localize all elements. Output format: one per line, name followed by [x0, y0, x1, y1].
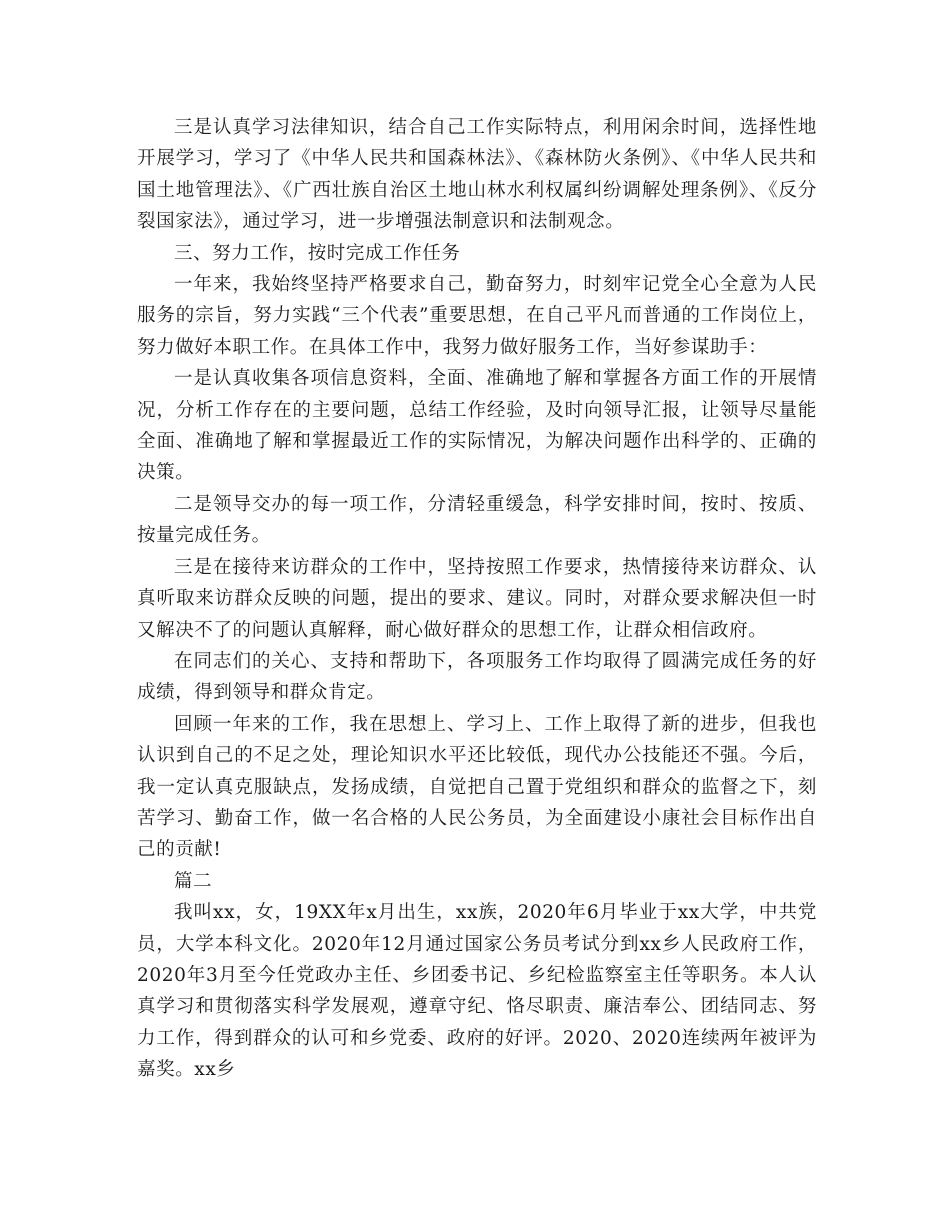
paragraph-law-study: 三是认真学习法律知识，结合自己工作实际特点，利用闲余时间，选择性地开展学习，学习了《中华人民共和国森林法》、《森林防火条例》、《中华人民共和国土地管理法》、《广西壮族自治区土地山林水利权属纠纷调解处理条例》、《反分裂国家法》，通过学习，进一步增强法制意识和法制观念。 — [137, 117, 817, 233]
paragraph-leader-assignments: 二是领导交办的每一项工作，分清轻重缓急，科学安排时间，按时、按质、按量完成任务。 — [137, 493, 817, 547]
paragraph-info-collection: 一是认真收集各项信息资料，全面、准确地了解和掌握各方面工作的开展情况，分析工作存在的主要问题，总结工作经验，及时向领导汇报，让领导尽量能全面、准确地了解和掌握最近工作的实际情况，为解决问题作出科学的、正确的决策。 — [137, 368, 817, 484]
paragraph-self-introduction: 我叫xx，女，19XX年x月出生，xx族，2020年6月毕业于xx大学，中共党员，大学本科文化。2020年12月通过国家公务员考试分到xx乡人民政府工作，2020年3月至今任党政办主任、乡团委书记、乡纪检监察室主任等职务。本人认真学习和贯彻落实科学发展观，遵章守纪、恪尽职责、廉洁奉公、团结同志、努力工作，得到群众的认可和乡党委、政府的好评。2020、2020连续两年被评为嘉奖。xx乡 — [137, 902, 817, 1081]
paragraph-reflection: 回顾一年来的工作，我在思想上、学习上、工作上取得了新的进步，但我也认识到自己的不足之处，理论知识水平还比较低，现代办公技能还不强。今后，我一定认真克服缺点，发扬成绩，自觉把自己置于党组织和群众的监督之下，刻苦学习、勤奋工作，做一名合格的人民公务员，为全面建设小康社会目标作出自己的贡献! — [137, 713, 817, 861]
section-heading-part-two: 篇二 — [174, 870, 213, 892]
paragraph-visitor-reception: 三是在接待来访群众的工作中，坚持按照工作要求，热情接待来访群众、认真听取来访群众反映的问题，提出的要求、建议。同时，对群众要求解决但一时又解决不了的问题认真解释，耐心做好群众的思想工作，让群众相信政府。 — [137, 556, 817, 641]
section-heading-work-tasks: 三、努力工作，按时完成工作任务 — [174, 242, 461, 264]
document-body — [137, 112, 817, 1086]
paragraph-achievements: 在同志们的关心、支持和帮助下，各项服务工作均取得了圆满完成任务的好成绩，得到领导和群众肯定。 — [137, 650, 817, 704]
paragraph-year-review: 一年来，我始终坚持严格要求自己，勤奋努力，时刻牢记党全心全意为人民服务的宗旨，努力实践“三个代表”重要思想，在自己平凡而普通的工作岗位上，努力做好本职工作。在具体工作中，我努力做好服务工作，当好参谋助手： — [137, 274, 817, 358]
